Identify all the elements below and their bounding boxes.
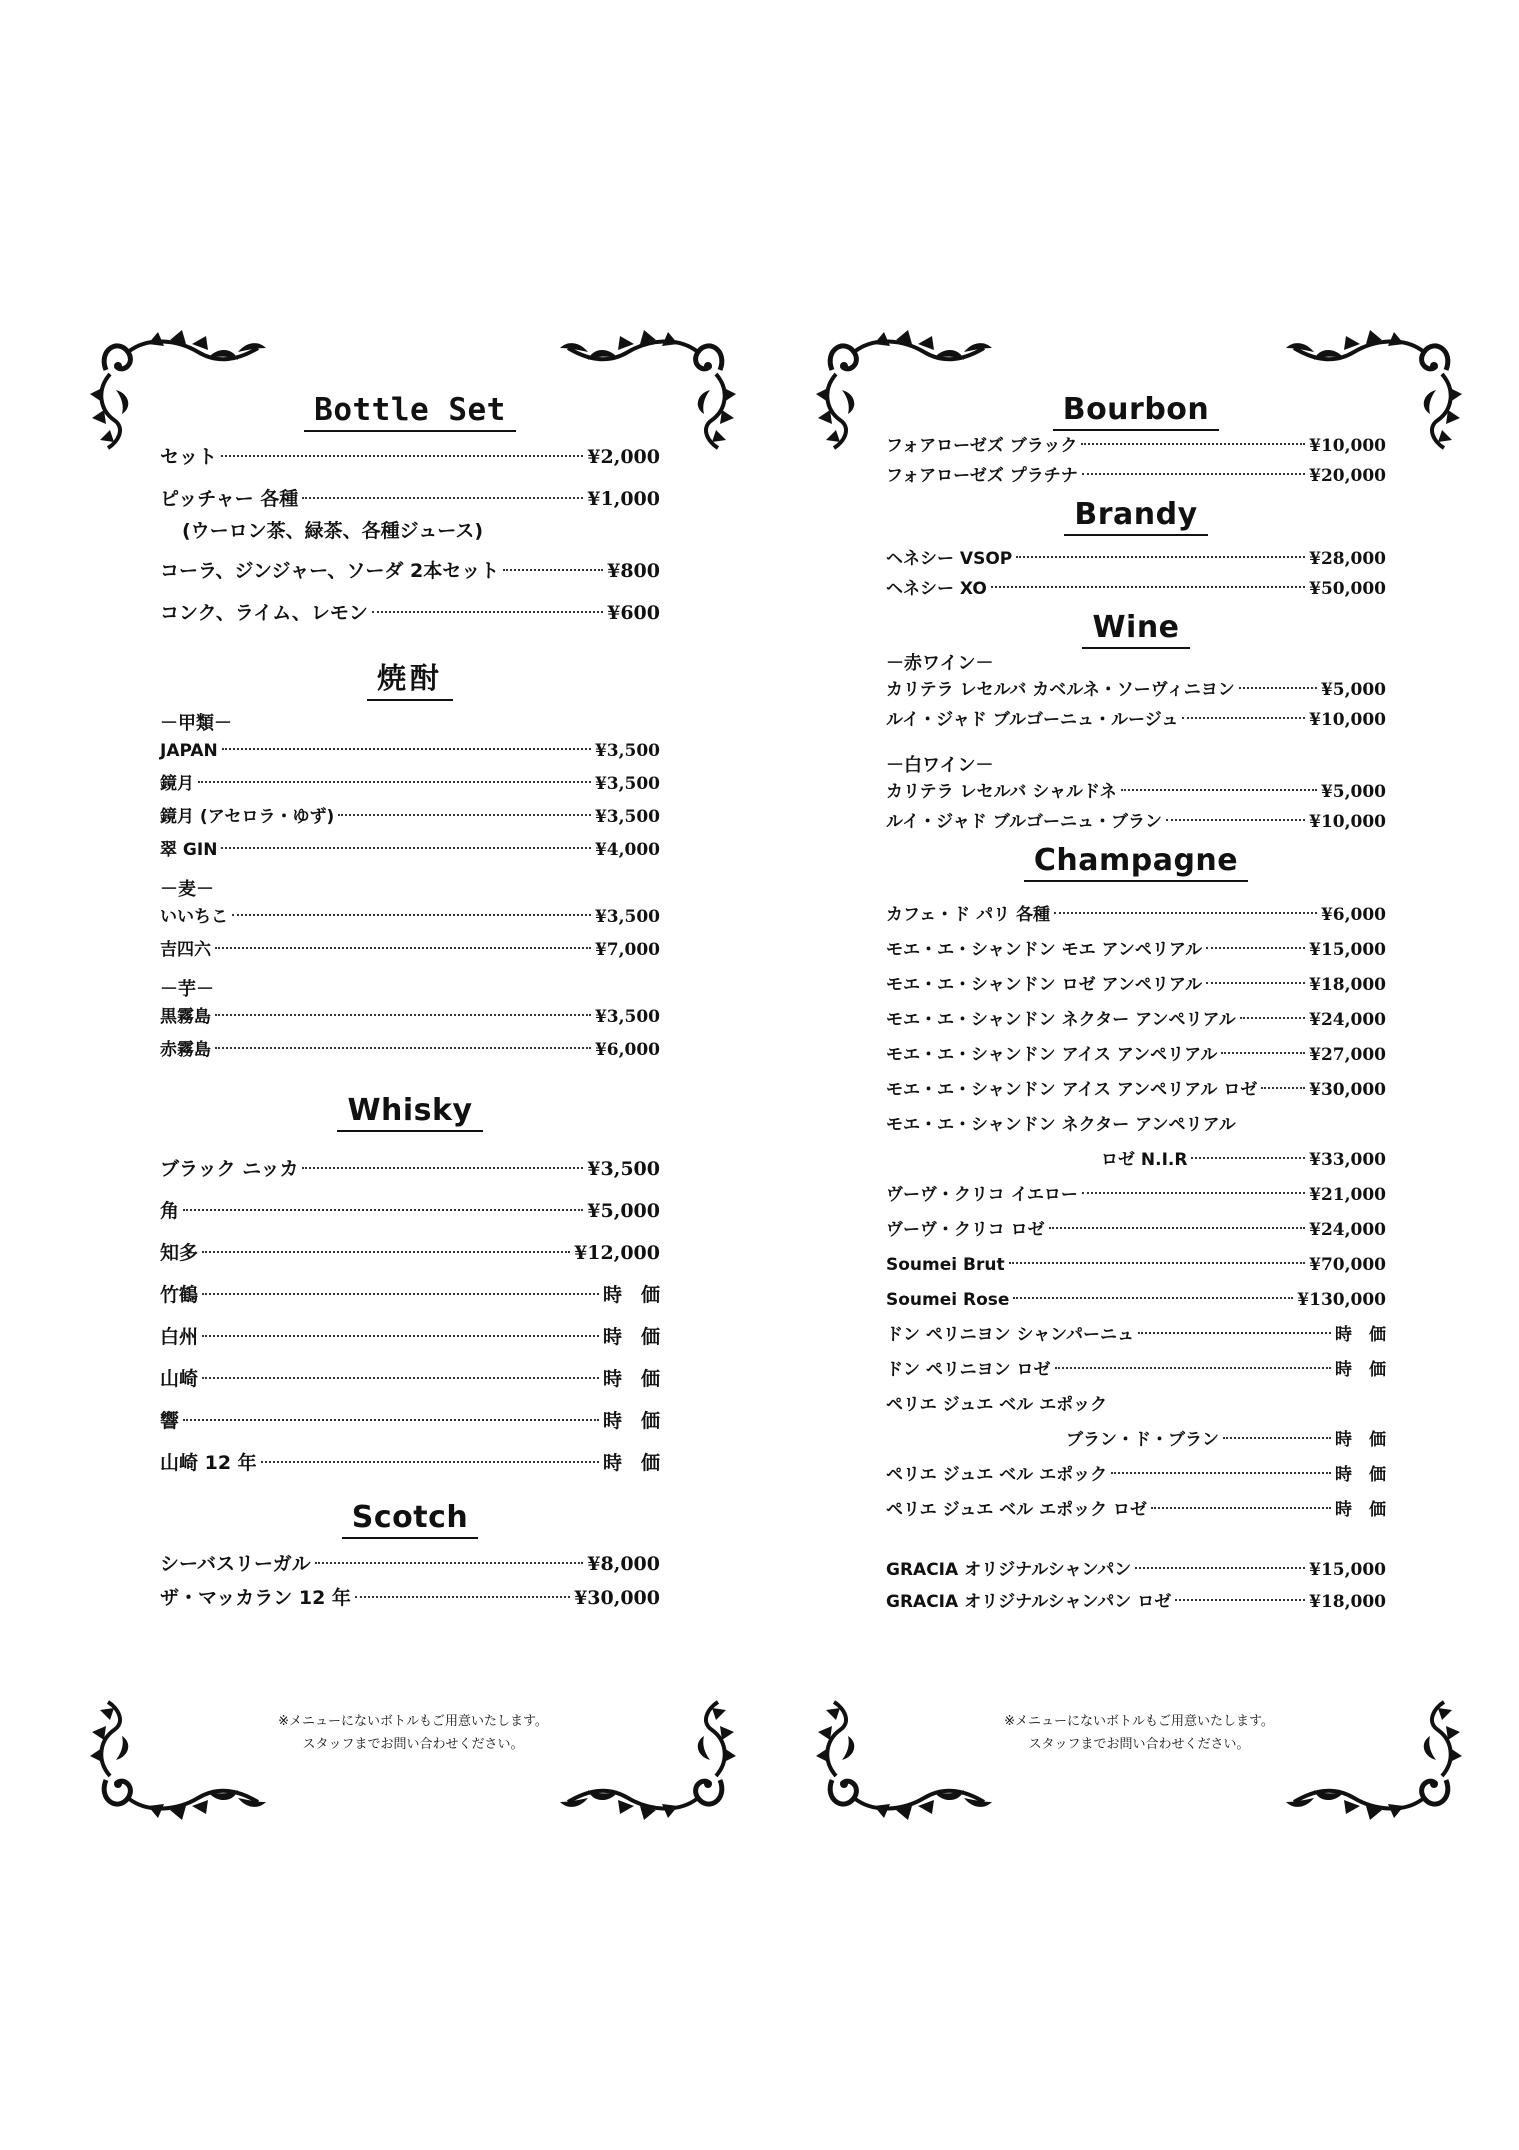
footer-note xyxy=(88,1710,738,1756)
footer-line: ※メニューにないボトルもご用意いたします。 xyxy=(278,1714,548,1729)
footer-line: スタッフまでお問い合わせください。 xyxy=(1028,1737,1250,1752)
menu-item: ドン ペリニヨン シャンパーニュ 時 価 xyxy=(886,1325,1386,1345)
section-title-brandy: Brandy xyxy=(886,497,1386,536)
menu-item: カフェ・ド パリ 各種 ¥6,000 xyxy=(886,905,1386,925)
footer-line: スタッフまでお問い合わせください。 xyxy=(302,1737,524,1752)
menu-item: コーラ、ジンジャー、ソーダ 2本セット ¥800 xyxy=(160,560,660,582)
menu-item: モエ・エ・シャンドン モエ アンペリアル ¥15,000 xyxy=(886,940,1386,960)
menu-item: 鏡月 (アセロラ・ゆず) ¥3,500 xyxy=(160,807,660,827)
menu-item: 響 時 価 xyxy=(160,1410,660,1432)
menu-item: 黒霧島 ¥3,500 xyxy=(160,1007,660,1027)
subgroup-title: －赤ワイン－ xyxy=(886,653,994,674)
menu-item: モエ・エ・シャンドン ネクター アンペリアル ¥24,000 xyxy=(886,1010,1386,1030)
menu-item: 竹鶴 時 価 xyxy=(160,1284,660,1306)
section-title-whisky: Whisky xyxy=(160,1093,660,1132)
section-title-wine: Wine xyxy=(886,610,1386,649)
menu-item: カリテラ レセルバ カベルネ・ソーヴィニヨン ¥5,000 xyxy=(886,680,1386,700)
menu-item: ザ・マッカラン 12 年 ¥30,000 xyxy=(160,1587,660,1609)
footer-note xyxy=(814,1710,1464,1756)
menu-item: 赤霧島 ¥6,000 xyxy=(160,1040,660,1060)
subgroup-title: －麦－ xyxy=(160,879,214,900)
section-title-scotch: Scotch xyxy=(160,1500,660,1539)
menu-item: ロゼ N.I.R ¥33,000 xyxy=(1101,1150,1386,1170)
menu-item: Soumei Rose ¥130,000 xyxy=(886,1290,1386,1310)
right-menu-content xyxy=(886,392,1386,1618)
subgroup-title: －甲類－ xyxy=(160,713,232,734)
menu-item: ルイ・ジャド ブルゴーニュ・ブラン ¥10,000 xyxy=(886,812,1386,832)
menu-item: いいちこ ¥3,500 xyxy=(160,907,660,927)
menu-item: フォアローゼズ ブラック ¥10,000 xyxy=(886,436,1386,456)
subgroup-title: －白ワイン－ xyxy=(886,755,994,776)
menu-item: ブラック ニッカ ¥3,500 xyxy=(160,1158,660,1180)
menu-item: 知多 ¥12,000 xyxy=(160,1242,660,1264)
section-title-champagne: Champagne xyxy=(886,843,1386,882)
menu-item: ペリエ ジュエ ベル エポック 時 価 xyxy=(886,1465,1386,1485)
menu-item: GRACIA オリジナルシャンパン ロゼ ¥18,000 xyxy=(886,1592,1386,1612)
menu-item: 白州 時 価 xyxy=(160,1326,660,1348)
menu-item: ブラン・ド・ブラン 時 価 xyxy=(1066,1430,1386,1450)
menu-item: ヴーヴ・クリコ ロゼ ¥24,000 xyxy=(886,1220,1386,1240)
menu-item: シーバスリーガル ¥8,000 xyxy=(160,1553,660,1575)
menu-item: ペリエ ジュエ ベル エポック ロゼ 時 価 xyxy=(886,1500,1386,1520)
section-title-bourbon: Bourbon xyxy=(886,392,1386,431)
menu-item: ヴーヴ・クリコ イエロー ¥21,000 xyxy=(886,1185,1386,1205)
subgroup-title: －芋－ xyxy=(160,979,214,1000)
menu-item: ヘネシー XO ¥50,000 xyxy=(886,579,1386,599)
menu-item: 吉四六 ¥7,000 xyxy=(160,940,660,960)
menu-item: セット ¥2,000 xyxy=(160,446,660,468)
section-title-shochu: 焼酎 xyxy=(160,656,660,701)
menu-item: 角 ¥5,000 xyxy=(160,1200,660,1222)
menu-item-name: モエ・エ・シャンドン ネクター アンペリアル xyxy=(886,1115,1236,1135)
menu-item: 翠 GIN ¥4,000 xyxy=(160,840,660,860)
menu-item: 山崎 時 価 xyxy=(160,1368,660,1390)
menu-item: モエ・エ・シャンドン アイス アンペリアル ロゼ ¥30,000 xyxy=(886,1080,1386,1100)
right-menu-panel xyxy=(814,330,1464,1820)
menu-item: ピッチャー 各種 ¥1,000 xyxy=(160,488,660,510)
menu-item: ルイ・ジャド ブルゴーニュ・ルージュ ¥10,000 xyxy=(886,710,1386,730)
menu-item: モエ・エ・シャンドン ロゼ アンペリアル ¥18,000 xyxy=(886,975,1386,995)
menu-item: JAPAN ¥3,500 xyxy=(160,741,660,761)
left-menu-panel xyxy=(88,330,738,1820)
footer-line: ※メニューにないボトルもご用意いたします。 xyxy=(1004,1714,1274,1729)
pitcher-note: (ウーロン茶、緑茶、各種ジュース) xyxy=(182,520,484,542)
menu-item-name: ペリエ ジュエ ベル エポック xyxy=(886,1395,1108,1415)
menu-item: フォアローゼズ プラチナ ¥20,000 xyxy=(886,466,1386,486)
menu-item: 鏡月 ¥3,500 xyxy=(160,774,660,794)
menu-item: コンク、ライム、レモン ¥600 xyxy=(160,602,660,624)
menu-item: GRACIA オリジナルシャンパン ¥15,000 xyxy=(886,1560,1386,1580)
left-menu-content xyxy=(160,392,660,1615)
menu-item: ヘネシー VSOP ¥28,000 xyxy=(886,549,1386,569)
section-title-bottle-set: Bottle Set xyxy=(160,392,660,432)
menu-item: ドン ペリニヨン ロゼ 時 価 xyxy=(886,1360,1386,1380)
menu-item: カリテラ レセルバ シャルドネ ¥5,000 xyxy=(886,782,1386,802)
menu-item: モエ・エ・シャンドン アイス アンペリアル ¥27,000 xyxy=(886,1045,1386,1065)
menu-item: 山崎 12 年 時 価 xyxy=(160,1452,660,1474)
menu-item: Soumei Brut ¥70,000 xyxy=(886,1255,1386,1275)
